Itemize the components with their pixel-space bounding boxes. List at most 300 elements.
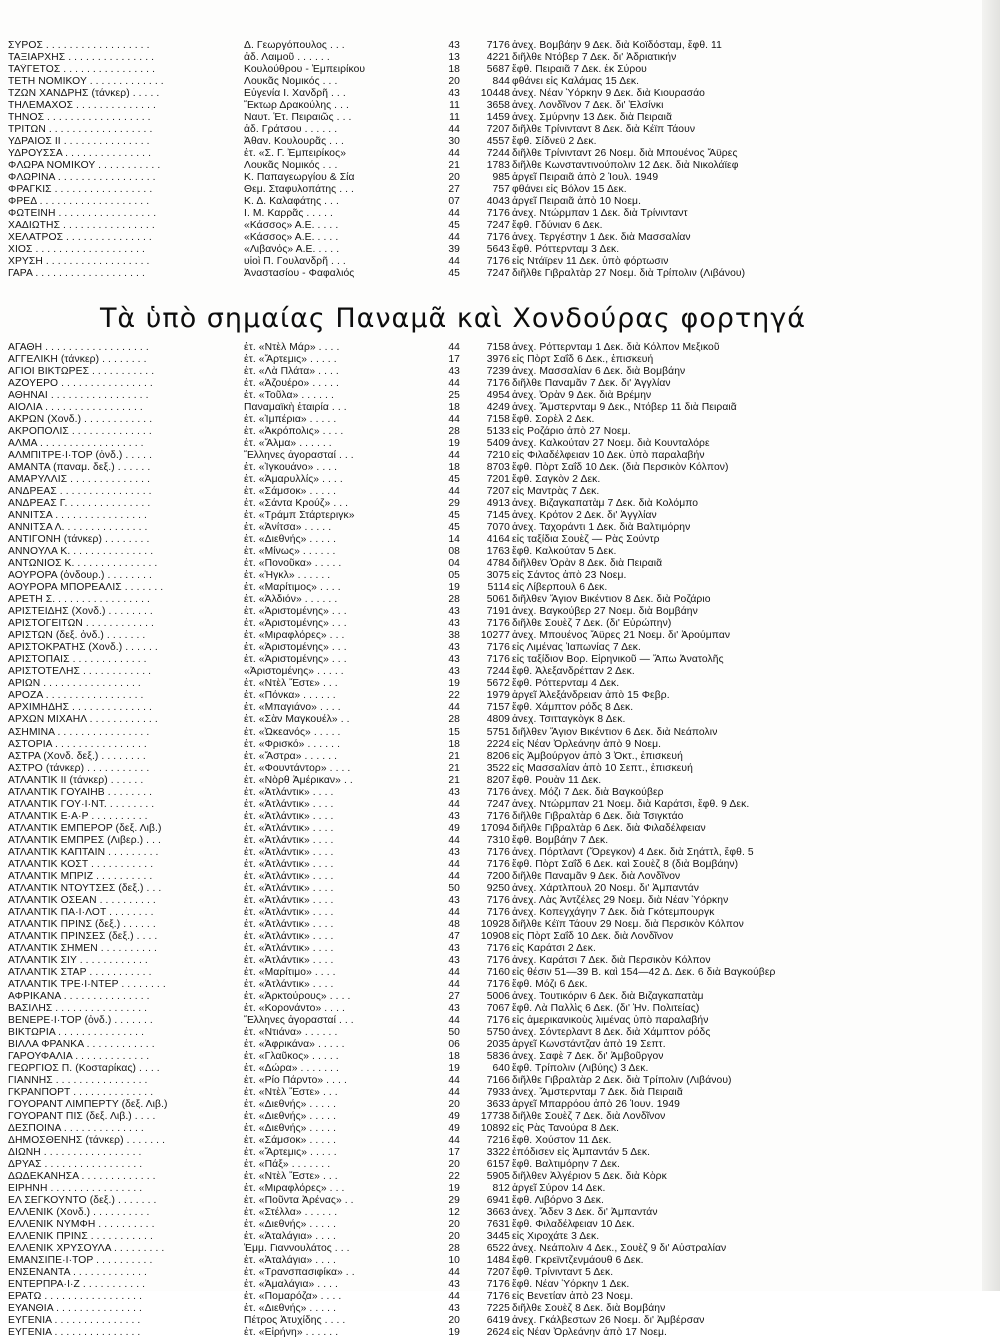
tonnage-cell: 3445 (486, 1231, 510, 1243)
owner-cell: ἑτ. «Φουντάντορ» . . . . (244, 762, 351, 774)
table-row (8, 606, 898, 618)
ship-name-cell: ΑΝΝΙΤΣΑ . . . . . . . . . . . . . . . . (8, 510, 148, 522)
owner-cell: ἑτ. «Ἀτλάντικ» . . . . (244, 822, 334, 834)
tonnage-cell: 4809 (486, 714, 510, 726)
movement-cell: εἰς Ρὰς Τανούρα 8 Δεκ. (512, 1123, 620, 1135)
build-year-cell: 18 (448, 738, 460, 750)
owner-cell: ἑτ. «Δώρα» . . . . . . . (244, 1062, 340, 1074)
build-year-cell: 29 (448, 498, 460, 510)
owner-cell: ἑτ. «Ντὲλ Ἔστε» . . . (244, 1086, 338, 1098)
build-year-cell: 43 (448, 810, 460, 822)
movement-cell: ἀργεῖ Ἀλεξάνδρειαν ἀπὸ 15 Φεβρ. (512, 690, 670, 702)
owner-cell: ἑτ. «Γλαῦκος» . . . . . (244, 1050, 339, 1062)
movement-cell: ἔφθ. Πὸρτ Σαΐδ 6 Δεκ. καὶ Σουὲζ 8 (διὰ Βομβάην) (512, 858, 739, 870)
table-row (8, 1039, 898, 1051)
ship-name-cell: ΑΡΙΣΤΕΙΔΗΣ (Χονδ.) . . . . . . . . (8, 606, 153, 618)
movement-cell: ἀνεχ. Λὰς Ἀντζέλες 29 Νοεμ. διὰ Νέαν Ὑόρκην (512, 894, 729, 906)
movement-cell: διῆλθε Παναμᾶν 9 Δεκ. διὰ Λονδῖνον (512, 870, 681, 882)
table-row (8, 172, 898, 184)
table-row (8, 1087, 898, 1099)
movement-cell: ἔφθ. Βομβάην 7 Δεκ. (512, 834, 609, 846)
tonnage-cell: 7247 (486, 220, 510, 232)
ship-name-cell: ΑΡΧΙΜΗΔΗΣ . . . . . . . . . . . . . . (8, 702, 152, 714)
tonnage-cell: 4249 (486, 402, 510, 414)
tonnage-cell: 3075 (486, 570, 510, 582)
build-year-cell: 44 (448, 978, 460, 990)
build-year-cell: 43 (448, 40, 460, 51)
owner-cell: Παναμαϊκὴ ἑταιρία . . . (244, 402, 347, 414)
movement-cell: ἔφθ. Τρίπολιν (Λιβύης) 3 Δεκ. (512, 1062, 649, 1074)
build-year-cell: 43 (448, 666, 460, 678)
tonnage-cell: 7207 (486, 486, 510, 498)
owner-cell: ἑτ. «Ἄρτεμις» . . . . . (244, 1147, 337, 1159)
build-year-cell: 47 (448, 930, 460, 942)
ship-name-cell: ΦΛΩΡΙΝΑ . . . . . . . . . . . . . . . . . (8, 172, 156, 184)
tonnage-cell: 6522 (486, 1243, 510, 1255)
tonnage-cell: 7244 (486, 666, 510, 678)
table-row (8, 232, 898, 244)
build-year-cell: 12 (448, 1207, 460, 1219)
owner-cell: ἑτ. «Ἀνίτσα» . . . . . (244, 522, 332, 534)
table-row (8, 1315, 898, 1327)
ship-name-cell: ΑΝΤΩΝΙΟΣ Κ. . . . . . . . . . . . . . . (8, 558, 158, 570)
ship-name-cell: ΒΙΛΛΑ ΦΡΑΝΚΑ . . . . . . . . . . . . (8, 1038, 155, 1050)
owner-cell: ἑτ. «Πομαρόζα» . . . . (244, 1291, 342, 1303)
movement-cell: ἀνεχ. Σαφὲ 7 Δεκ. δι' Ἀμβοῦργον (512, 1050, 664, 1062)
table-row (8, 1147, 898, 1159)
ship-name-cell: ΦΡΕΔ . . . . . . . . . . . . . . . . . . . (8, 196, 150, 208)
build-year-cell: 43 (448, 942, 460, 954)
owner-cell: Λουκᾶς Νομικός . . . (244, 160, 338, 172)
movement-cell: εἰς Ροζάριο ἀπὸ 27 Νοεμ. (512, 426, 631, 438)
build-year-cell: 44 (448, 870, 460, 882)
tonnage-cell: 5672 (486, 678, 510, 690)
tonnage-cell: 1484 (486, 1255, 510, 1267)
ship-name-cell: ΑΡΙΣΤΩΝ (δεξ. ὀνδ.) . . . . . . . (8, 630, 146, 642)
table-row (8, 678, 898, 690)
tonnage-cell: 7176 (486, 1291, 510, 1303)
owner-cell: ἑτ. «Μαρίτιμο» . . . . (244, 966, 336, 978)
tonnage-cell: 7201 (486, 474, 510, 486)
tonnage-cell: 4221 (486, 52, 510, 64)
tonnage-cell: 10928 (480, 918, 510, 930)
tonnage-cell: 7166 (486, 1074, 510, 1086)
ship-name-cell: ΑΜΑΝΤΑ (παναμ. δεξ.) . . . . . . (8, 462, 151, 474)
tonnage-cell: 7310 (486, 834, 510, 846)
table-row (8, 534, 898, 546)
owner-cell: ἑτ. «Ἀτλάντικ» . . . . (244, 942, 334, 954)
movement-cell: διῆλθε Σουὲζ 8 Δεκ. διὰ Βομβάην (512, 1303, 666, 1315)
table-row (8, 148, 898, 160)
owner-cell: Ναυτ. Ἑτ. Πειραιῶς . . . (244, 112, 352, 124)
table-row (8, 847, 898, 859)
movement-cell: διῆλθε Κωνσταντινούπολιν 12 Δεκ. διὰ Νικολάϊεφ (512, 160, 739, 172)
owner-cell: Θεμ. Σταφυλοπάτης . . . (244, 184, 355, 196)
owner-cell: Ἀναστασίου - Φαφαλιός (244, 268, 355, 280)
tonnage-cell: 6157 (486, 1159, 510, 1171)
owner-cell: Κ. Παπαγεωργίου & Σία (244, 172, 355, 184)
table-row (8, 256, 898, 268)
ship-name-cell: ΑΤΛΑΝΤΙΚ ΜΠΡΙΖ . . . . . . . . . . (8, 870, 153, 882)
tonnage-cell: 7176 (486, 858, 510, 870)
owner-cell: Ἀθαν. Κουλουρᾶς . . . (244, 136, 344, 148)
movement-cell: εἰς Χιροχάτε 3 Δεκ. (512, 1231, 600, 1243)
tonnage-cell: 7176 (486, 232, 510, 244)
ship-name-cell: ΓΑΡΑ . . . . . . . . . . . . . . . . . . . (8, 268, 145, 280)
movement-cell: ἀνεχ. Σόντερλαντ 8 Δεκ. διὰ Χάμπτον ρόδς (512, 1026, 711, 1038)
table-row (8, 823, 898, 835)
ship-name-cell: ΑΤΛΑΝΤΙΚ ΚΟΣΤ . . . . . . . . . . . (8, 858, 154, 870)
build-year-cell: 05 (448, 570, 460, 582)
greek-flag-ships-table (8, 40, 898, 280)
tonnage-cell: 3663 (486, 1207, 510, 1219)
owner-cell: ἑτ. «Ἀτλάντικ» . . . . (244, 978, 334, 990)
owner-cell: Ἕκτωρ Δρακούλης . . . (244, 100, 349, 112)
movement-cell: διῆλθε Τρίνινταντ 26 Νοεμ. διὰ Μπουένος Ἄϋρες (512, 148, 738, 160)
owner-cell: ἑτ. «Ἀζουέρο» . . . . . (244, 378, 339, 390)
build-year-cell: 11 (449, 100, 460, 112)
tonnage-cell: 640 (492, 1062, 510, 1074)
build-year-cell: 44 (448, 798, 460, 810)
table-row (8, 763, 898, 775)
build-year-cell: 30 (448, 136, 460, 148)
tonnage-cell: 5836 (486, 1050, 510, 1062)
ship-name-cell: ΑΓΙΟΙ ΒΙΚΤΩΡΕΣ . . . . . . . . . . . (8, 366, 155, 378)
movement-cell: ἔφθ. Σαγκὸν 2 Δεκ. (512, 474, 601, 486)
ship-name-cell: ΑΤΛΑΝΤΙΚ ΠΑ·Ι·ΛΟΤ . . . . . . . . (8, 906, 154, 918)
owner-cell: ἑτ. «Μίνως» . . . . . . (244, 546, 336, 558)
movement-cell: διῆλθε Τρίνινταντ 8 Δεκ. διὰ Κέϊπ Τάουν (512, 124, 696, 136)
table-row (8, 1255, 898, 1267)
tonnage-cell: 7158 (486, 414, 510, 426)
build-year-cell: 20 (448, 1219, 460, 1231)
ship-name-cell: ΥΔΡΑΙΟΣ ΙΙ . . . . . . . . . . . . . . . (8, 136, 150, 148)
table-row (8, 787, 898, 799)
movement-cell: ἀνεχ. Μόζι 7 Δεκ. διὰ Βαγκούβερ (512, 786, 664, 798)
table-row (8, 907, 898, 919)
movement-cell: ἀνεχ. Μπουένος Ἄϋρες 21 Νοεμ. δι' Ἀρούμπαν (512, 630, 731, 642)
owner-cell: ἑτ. «Πονοῦκα» . . . . . (244, 558, 342, 570)
owner-cell: ἑτ. «Στέλλα» . . . . . . (244, 1207, 338, 1219)
tonnage-cell: 7176 (486, 810, 510, 822)
owner-cell: ἑτ. «Μαρίτιμος» . . . . (244, 582, 341, 594)
owner-cell: ἑτ. «Ρίο Πάρντο» . . . . (244, 1074, 347, 1086)
movement-cell: ἔφθ. Ἀλεξανδρέτταν 2 Δεκ. (512, 666, 635, 678)
owner-cell: ἑτ. «Ἄρτεμις» . . . . . (244, 354, 337, 366)
build-year-cell: 44 (448, 414, 460, 426)
ship-name-cell: ΑΚΡΟΠΟΛΙΣ . . . . . . . . . . . . . . (8, 426, 152, 438)
movement-cell: εἰς Νέαν Ὀρλεάνην ἀπὸ 9 Νοεμ. (512, 738, 662, 750)
movement-cell: εἰς Καράτσι 2 Δεκ. (512, 942, 596, 954)
table-row (8, 714, 898, 726)
movement-cell: ἀργεῖ Κωνστάντζαν ἀπὸ 19 Σεπτ. (512, 1038, 666, 1050)
movement-cell: ἔφθ. Νέαν Ὑόρκην 1 Δεκ. (512, 1279, 630, 1291)
movement-cell: ἀνεχ. Λονδῖνον 7 Δεκ. δι' Ἑλσίνκι (512, 100, 664, 112)
ship-name-cell: ΕΛΛΕΝΙΚ ΝΥΜΦΗ . . . . . . . . . . (8, 1219, 155, 1231)
ship-name-cell: ΑΤΛΑΝΤΙΚ ΣΗΜΕΝ . . . . . . . . . . (8, 942, 157, 954)
build-year-cell: 18 (448, 64, 460, 76)
ship-name-cell: ΑΜΑΡΥΛΛΙΣ . . . . . . . . . . . . . . (8, 474, 151, 486)
tonnage-cell: 8207 (486, 774, 510, 786)
ship-name-cell: ΤΕΤΗ ΝΟΜΙΚΟΥ . . . . . . . . . . . . . (8, 76, 164, 88)
table-row (8, 1015, 898, 1027)
tonnage-cell: 2224 (486, 738, 510, 750)
table-row (8, 1027, 898, 1039)
tonnage-cell: 1459 (486, 112, 510, 124)
build-year-cell: 20 (448, 172, 460, 184)
owner-cell: ἀδ. Γράτσου . . . . . . (244, 124, 338, 136)
movement-cell: εἰς Λίβερπουλ 6 Δεκ. (512, 582, 608, 594)
tonnage-cell: 7176 (486, 906, 510, 918)
build-year-cell: 19 (448, 1183, 460, 1195)
movement-cell: εἰς Μαντρὰς 7 Δεκ. (512, 486, 600, 498)
ship-name-cell: ΧΙΟΣ . . . . . . . . . . . . . . . . . . . (8, 244, 146, 256)
owner-cell: ἑτ. «Τοῦλα» . . . . . . (244, 390, 334, 402)
movement-cell: ἔφθ. Γκρεϊντζενμάουθ 6 Δεκ. (512, 1255, 644, 1267)
movement-cell: ἀνεχ. Ντώρμπαν 21 Νοεμ. διὰ Καράτσι, ἔφθ. 9 Δεκ. (512, 798, 750, 810)
tonnage-cell: 7200 (486, 870, 510, 882)
tonnage-cell: 812 (492, 1183, 510, 1195)
table-row (8, 1303, 898, 1315)
table-row (8, 1243, 898, 1255)
movement-cell: ἀνεχ. Χάρτλπουλ 20 Νοεμ. δι' Ἀμπαντάν (512, 882, 700, 894)
ship-name-cell: ΦΡΑΓΚΙΣ . . . . . . . . . . . . . . . . . (8, 184, 153, 196)
ship-name-cell: ΑΤΛΑΝΤΙΚ ΕΜΠΡΕΣ (Λιβερ.) . . . (8, 834, 161, 846)
movement-cell: ἀνεχ. Βιζαγκαπατὰμ 7 Δεκ. διὰ Κολόμπο (512, 498, 699, 510)
table-row (8, 955, 898, 967)
movement-cell: ἀνεχ. Βαγκούβερ 27 Νοεμ. διὰ Βομβάην (512, 606, 698, 618)
tonnage-cell: 7216 (486, 1135, 510, 1147)
ship-name-cell: ΒΕΝΕΡΕ·Ι·ΤΟΡ (ὀνδ.) . . . . . . . (8, 1014, 153, 1026)
tonnage-cell: 5409 (486, 438, 510, 450)
build-year-cell: 48 (448, 918, 460, 930)
build-year-cell: 43 (448, 954, 460, 966)
owner-cell: ἑτ. «Διεθνής» . . . . . (244, 1123, 337, 1135)
tonnage-cell: 7247 (486, 798, 510, 810)
tonnage-cell: 3658 (486, 100, 510, 112)
tonnage-cell: 7176 (486, 208, 510, 220)
ship-name-cell: ΑΝΔΡΕΑΣ Γ. . . . . . . . . . . . . . . (8, 498, 151, 510)
owner-cell: ἑτ. «Σ. Γ. Ἐμπειρίκος» (244, 148, 347, 160)
build-year-cell: 44 (448, 232, 460, 244)
table-row (8, 414, 898, 426)
tonnage-cell: 7933 (486, 1086, 510, 1098)
owner-cell: ἑτ. «Ἀτλάντικ» . . . . (244, 930, 334, 942)
movement-cell: εἰς Πὸρτ Σαΐδ 10 Δεκ. διὰ Λονδῖνον (512, 930, 674, 942)
movement-cell: διῆλθεν Ἅγιον Βικέντιον 8 Δεκ. διὰ Ροζάριο (512, 594, 711, 606)
owner-cell: ἑτ. «Ποῦντα Ἀρένας» . . (244, 1195, 354, 1207)
ship-name-cell: ΑΣΤΡΑ (Χονδ. δεξ.) . . . . . . . . (8, 750, 146, 762)
tonnage-cell: 10448 (480, 88, 510, 100)
build-year-cell: 44 (448, 1086, 460, 1098)
build-year-cell: 14 (448, 534, 460, 546)
movement-cell: ἀνεχ. Νεάπολιν 4 Δεκ., Σουὲζ 9 δι' Αὐστραλίαν (512, 1243, 727, 1255)
ship-name-cell: ΤΑΫΓΕΤΟΣ . . . . . . . . . . . . . . . . (8, 64, 156, 76)
movement-cell: ἀργεῖ Πειραιᾶ ἀπὸ 10 Νοεμ. (512, 196, 642, 208)
movement-cell: εἰς Ἀμβούργον ἀπὸ 3 Ὀκτ., ἐπισκευή (512, 750, 683, 762)
table-row (8, 618, 898, 630)
build-year-cell: 43 (448, 1303, 460, 1315)
table-row (8, 1171, 898, 1183)
movement-cell: ἀργεῖ Πειραιᾶ ἀπὸ 2 Ἰουλ. 1949 (512, 172, 659, 184)
table-row (8, 919, 898, 931)
tonnage-cell: 4557 (486, 136, 510, 148)
build-year-cell: 19 (448, 678, 460, 690)
build-year-cell: 44 (448, 858, 460, 870)
build-year-cell: 43 (448, 366, 460, 378)
ship-name-cell: ΕΛΛΕΝΙΚ ΠΡΙΝΣ . . . . . . . . . . . (8, 1231, 153, 1243)
tonnage-cell: 7210 (486, 450, 510, 462)
movement-cell: εἰς Βενετίαν ἀπὸ 23 Νοεμ. (512, 1291, 634, 1303)
ship-name-cell: ΑΣΤΟΡΙΑ . . . . . . . . . . . . . . . . (8, 738, 147, 750)
movement-cell: διῆλθε Σουὲζ 7 Δεκ. (δι' Εὐρώπην) (512, 618, 672, 630)
owner-cell: Εὐγενία Ι. Χανδρῆ . . . (244, 88, 346, 100)
build-year-cell: 44 (448, 906, 460, 918)
tonnage-cell: 757 (492, 184, 510, 196)
movement-cell: ἀνεχ. Ὀρὰν 9 Δεκ. διὰ Βρέμην (512, 390, 652, 402)
owner-cell: ἑτ. «Ἀφρικάνα» . . . . . (244, 1038, 345, 1050)
ship-name-cell: ΕΥΓΕΝΙΑ . . . . . . . . . . . . . . . (8, 1327, 141, 1339)
ship-name-cell: ΕΛΛΕΝΙΚ (Χονδ.) . . . . . . . . . . (8, 1207, 150, 1219)
movement-cell: διῆλθε Γιβραλτὰρ 27 Νοεμ. διὰ Τρίπολιν (Λιβάνου) (512, 268, 746, 280)
owner-cell: ἑτ. «Ἀριστομένης» . . . (244, 618, 347, 630)
owner-cell: ἑτ. «Σάμσοκ» . . . . . (244, 486, 337, 498)
shipping-register (8, 40, 898, 1339)
build-year-cell: 20 (448, 1231, 460, 1243)
table-row (8, 100, 898, 112)
tonnage-cell: 5061 (486, 594, 510, 606)
ship-name-cell: ΧΕΛΑΤΡΟΣ . . . . . . . . . . . . . . . (8, 232, 152, 244)
tonnage-cell: 7176 (486, 786, 510, 798)
movement-cell: ἀνεχ. Γκάλβεστων 26 Νοεμ. δι' Ἀμβέρσαν (512, 1315, 705, 1327)
ship-name-cell: ΥΔΡΟΥΣΣΑ . . . . . . . . . . . . . . . (8, 148, 152, 160)
build-year-cell: 43 (448, 1279, 460, 1291)
owner-cell: «Κάσσος» Α.Ε. . . . . (244, 220, 339, 232)
owner-cell: ἑτ. «Σὰν Μαγκουέλ» . . (244, 714, 350, 726)
owner-cell: «Ἀριστομένης» . . . . . (244, 666, 344, 678)
owner-cell: ἑτ. «Ἀμαλάγια» . . . . (244, 1279, 339, 1291)
ship-name-cell: ΑΤΛΑΝΤΙΚ ΚΑΠΤΑΙΝ . . . . . . . . . (8, 846, 159, 858)
table-row (8, 184, 898, 196)
owner-cell: ἑτ. «Διεθνής» . . . . . (244, 534, 337, 546)
tonnage-cell: 3976 (486, 354, 510, 366)
build-year-cell: 22 (448, 690, 460, 702)
owner-cell: Πέτρος Ἀτυχίδης . . . . (244, 1315, 346, 1327)
owner-cell: Ἕλληνες ἀγορασταί . . . (244, 1014, 354, 1026)
build-year-cell: 44 (448, 1074, 460, 1086)
owner-cell: υἱοὶ Π. Γουλανδρῆ . . . (244, 256, 346, 268)
owner-cell: ἑτ. «Ἀριστομένης» . . . (244, 606, 347, 618)
ship-name-cell: ΤΗΛΕΜΑΧΟΣ . . . . . . . . . . . . . . (8, 100, 156, 112)
ship-name-cell: ΓΙΑΝΝΗΣ . . . . . . . . . . . . . . . . (8, 1074, 148, 1086)
table-row (8, 474, 898, 486)
table-row (8, 244, 898, 256)
movement-cell: ἀργεῖ Μπαρρόου ἀπὸ 26 Ἰουν. 1949 (512, 1098, 681, 1110)
owner-cell: Ἕλληνες ἀγορασταί . . . (244, 450, 354, 462)
tonnage-cell: 7176 (486, 1279, 510, 1291)
build-year-cell: 43 (448, 846, 460, 858)
table-row (8, 943, 898, 955)
ship-name-cell: ΔΗΜΟΣΘΕΝΗΣ (τάνκερ) . . . . . . . (8, 1135, 166, 1147)
build-year-cell: 44 (448, 486, 460, 498)
owner-cell: ἑτ. «Εἰρήνη» . . . . . . (244, 1327, 339, 1339)
table-row (8, 1231, 898, 1243)
movement-cell: ἀνεχ. Καλκούταν 27 Νοεμ. διὰ Κουνταλόρε (512, 438, 710, 450)
build-year-cell: 44 (448, 208, 460, 220)
ship-name-cell: ΤΡΙΤΩΝ . . . . . . . . . . . . . . . . . . (8, 124, 153, 136)
movement-cell: ἔφθ. Ρουὰν 11 Δεκ. (512, 774, 602, 786)
tonnage-cell: 7225 (486, 1303, 510, 1315)
table-row (8, 1267, 898, 1279)
ship-name-cell: ΕΥΑΝΘΙΑ . . . . . . . . . . . . . . . (8, 1303, 142, 1315)
tonnage-cell: 6941 (486, 1195, 510, 1207)
table-row (8, 1135, 898, 1147)
table-row (8, 775, 898, 787)
movement-cell: ἀνεχ. Ταχοράντι 1 Δεκ. διὰ Βαλτιμόρην (512, 522, 691, 534)
tonnage-cell: 7176 (486, 894, 510, 906)
ship-name-cell: ΑΡΙΣΤΟΚΡΑΤΗΣ (Χονδ.) . . . . . . (8, 642, 158, 654)
ship-name-cell: ΔΩΔΕΚΑΝΗΣΑ . . . . . . . . . . . . . (8, 1171, 156, 1183)
ship-name-cell: ΑΟΥΡΟΡΑ ΜΠΟΡΕΑΛΙΣ . . . . . . . (8, 582, 164, 594)
owner-cell: «Κάσσος» Α.Ε. . . . . (244, 232, 339, 244)
owner-cell: ἑτ. «Ἀτλάντικ» . . . . (244, 882, 334, 894)
table-row (8, 570, 898, 582)
tonnage-cell: 7207 (486, 124, 510, 136)
build-year-cell: 44 (448, 148, 460, 160)
owner-cell: ἑτ. «Διεθνής» . . . . . (244, 1098, 337, 1110)
table-row (8, 1075, 898, 1087)
ship-name-cell: ΑΡΕΤΗ Σ. . . . . . . . . . . . . . . . . (8, 594, 150, 606)
build-year-cell: 39 (448, 244, 460, 256)
owner-cell: ἑτ. «Σάμσοκ» . . . . . (244, 1135, 337, 1147)
owner-cell: ἑτ. «Ἀλδιόν» . . . . . . (244, 594, 338, 606)
movement-cell: ἀνεχ. Ἄμστερνταμ 9 Δεκ., Ντόβερ 11 διὰ Πειραιᾶ (512, 402, 737, 414)
table-row (8, 1207, 898, 1219)
tonnage-cell: 7176 (486, 40, 510, 51)
owner-cell: ἑτ. «Τράμπ Στάρτεριγκ» (244, 510, 355, 522)
table-row (8, 594, 898, 606)
tonnage-cell: 2624 (486, 1327, 510, 1339)
ship-name-cell: ΕΙΡΗΝΗ . . . . . . . . . . . . . . . . (8, 1183, 143, 1195)
owner-cell: ἑτ. «Διεθνής» . . . . . (244, 1219, 337, 1231)
tonnage-cell: 17738 (480, 1111, 510, 1122)
owner-cell: ἑτ. «Ἀτλάντικ» . . . . (244, 846, 334, 858)
table-row (8, 510, 898, 522)
movement-cell: εἰς ταξίδιον Βορ. Εἰρηνικοῦ — Ἄπω Ἀνατολῆς (512, 654, 724, 666)
build-year-cell: 04 (448, 558, 460, 570)
tonnage-cell: 7176 (486, 654, 510, 666)
ship-name-cell: ΤΗΝΟΣ . . . . . . . . . . . . . . . . . . (8, 112, 151, 124)
movement-cell: ἀνεχ. Βομβάην 9 Δεκ. διὰ Κοϊδόσταμ, ἔφθ. 11 (512, 40, 722, 51)
ship-name-cell: ΑΡΧΩΝ ΜΙΧΑΗΛ . . . . . . . . . . . . (8, 714, 158, 726)
panama-honduras-ships-table (8, 342, 898, 1339)
table-row (8, 1327, 898, 1339)
tonnage-cell: 3522 (486, 762, 510, 774)
ship-name-cell: ΑΘΗΝΑΙ . . . . . . . . . . . . . . . . . (8, 390, 149, 402)
ship-name-cell: ΑΤΛΑΝΤΙΚ ΝΤΟΥΤΣΕΣ (δεξ.) . . . (8, 882, 162, 894)
build-year-cell: 45 (448, 220, 460, 232)
ship-name-cell: ΕΛΛΕΝΙΚ ΧΡΥΣΟΥΛΑ . . . . . . . . . (8, 1243, 165, 1255)
build-year-cell: 44 (448, 256, 460, 268)
ship-name-cell: ΑΤΛΑΝΤΙΚ ΟΣΕΑΝ . . . . . . . . . . (8, 894, 156, 906)
build-year-cell: 20 (448, 76, 460, 88)
table-row (8, 208, 898, 220)
owner-cell: Δ. Γεωργόπουλος . . . (244, 40, 345, 51)
movement-cell: ἀνεχ. Τσιτταγκὸγκ 8 Δεκ. (512, 714, 626, 726)
table-row (8, 40, 898, 52)
owner-cell: ἑτ. «Ἀτλάντικ» . . . . (244, 858, 334, 870)
build-year-cell: 44 (448, 450, 460, 462)
